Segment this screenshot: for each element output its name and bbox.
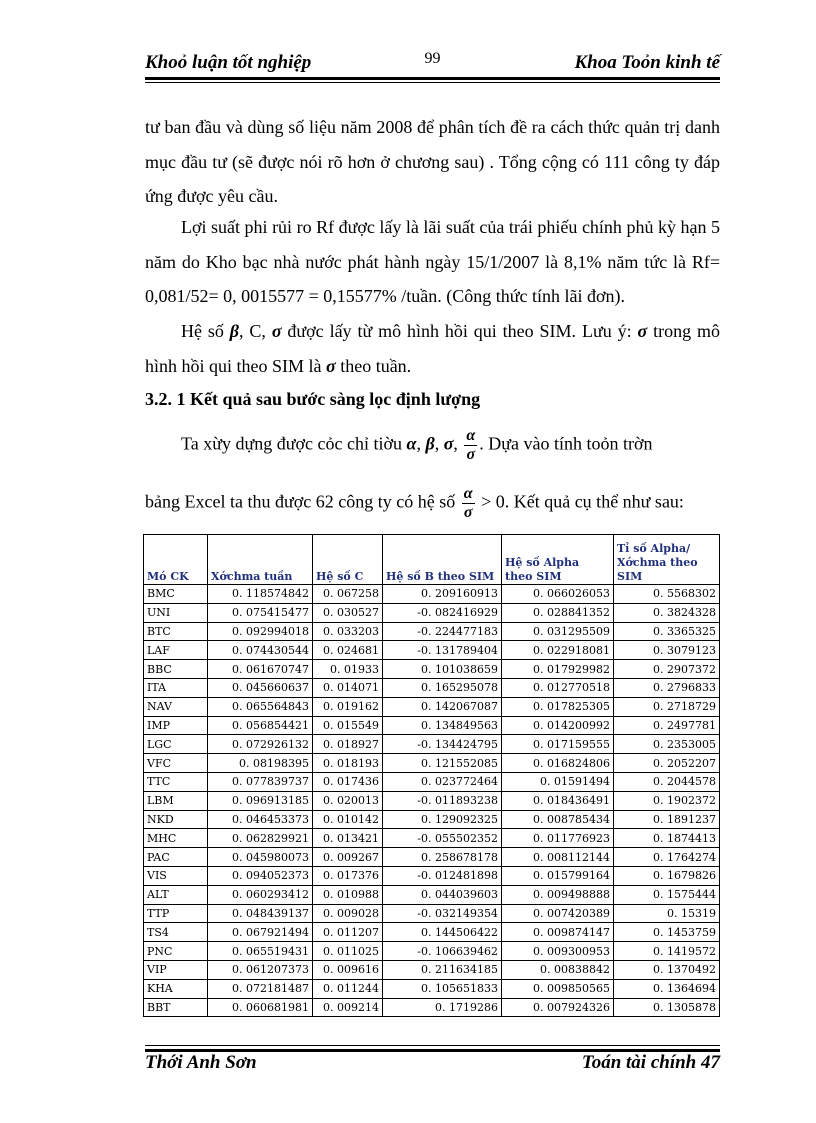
table-cell-value: 0. 1370492 — [614, 960, 720, 979]
footer-author: Thới Anh Sơn — [145, 1052, 257, 1073]
header-rule-thick — [145, 77, 720, 80]
table-cell-value: -0. 011893238 — [383, 791, 502, 810]
result-line — [145, 485, 720, 522]
table-cell-value: 0. 009028 — [313, 904, 383, 923]
table-cell-value: 0. 009850565 — [502, 979, 614, 998]
header-faculty: Khoa Toỏn kinh tế — [574, 52, 720, 73]
alpha-over-sigma-fraction — [464, 427, 477, 464]
table-cell-value: 0. 061207373 — [208, 960, 313, 979]
table-cell-value: -0. 012481898 — [383, 866, 502, 885]
table-cell-value: 0. 065564843 — [208, 697, 313, 716]
fraction-denominator: σ — [466, 446, 476, 463]
table-cell-value: 0. 3365325 — [614, 622, 720, 641]
table-cell-value: -0. 032149354 — [383, 904, 502, 923]
table-cell-value: 0. 022918081 — [502, 641, 614, 660]
p3-text-e: theo tuần. — [335, 355, 412, 376]
table-row — [144, 942, 720, 961]
table-cell-value: 0. 017436 — [313, 772, 383, 791]
table-cell-value: 0. 020013 — [313, 791, 383, 810]
table-cell-value: 0. 066026053 — [502, 585, 614, 604]
table-cell-value: 0. 023772464 — [383, 772, 502, 791]
table-row — [144, 697, 720, 716]
table-cell-value: -0. 224477183 — [383, 622, 502, 641]
table-cell-code: LGC — [144, 735, 208, 754]
header-rule-thin — [145, 82, 720, 83]
table-cell-value: 0. 011207 — [313, 923, 383, 942]
comma: , — [434, 433, 440, 454]
table-cell-value: 0. 056854421 — [208, 716, 313, 735]
table-cell-value: 0. 096913185 — [208, 791, 313, 810]
sigma-symbol: σ — [637, 321, 648, 341]
sigma-symbol: σ — [443, 433, 454, 454]
fraction-denominator: σ — [463, 504, 473, 521]
table-cell-value: 0. 1891237 — [614, 810, 720, 829]
table-row — [144, 810, 720, 829]
table-cell-code: ITA — [144, 678, 208, 697]
table-row — [144, 848, 720, 867]
table-cell-value: 0. 072181487 — [208, 979, 313, 998]
p3-text-a: Hệ số — [181, 321, 230, 341]
table-cell-value: 0. 00838842 — [502, 960, 614, 979]
table-cell-value: 0. 014071 — [313, 678, 383, 697]
table-cell-value: 0. 165295078 — [383, 678, 502, 697]
table-cell-value: 0. 01591494 — [502, 772, 614, 791]
table-cell-code: KHA — [144, 979, 208, 998]
table-cell-value: 0. 2044578 — [614, 772, 720, 791]
table-cell-value: 0. 144506422 — [383, 923, 502, 942]
section-heading: 3.2. 1 Kết quả sau bước sàng lọc định lượng — [145, 389, 481, 409]
table-row — [144, 603, 720, 622]
line2-text-b: Kết quả cụ thể như sau: — [513, 491, 684, 512]
footer-rule-thin — [145, 1045, 720, 1046]
table-cell-code: LAF — [144, 641, 208, 660]
beta-symbol: β — [229, 321, 240, 341]
table-cell-value: -0. 131789404 — [383, 641, 502, 660]
comma: , — [453, 433, 458, 454]
table-cell-value: 0. 011776923 — [502, 829, 614, 848]
table-row — [144, 660, 720, 679]
table-cell-value: 0. 01933 — [313, 660, 383, 679]
table-cell-value: 0. 007420389 — [502, 904, 614, 923]
table-cell-value: 0. 1305878 — [614, 998, 720, 1017]
table-cell-value: 0. 1719286 — [383, 998, 502, 1017]
sim-results-table — [143, 534, 720, 1017]
fraction-numerator: α — [466, 427, 476, 444]
indicator-line — [145, 427, 720, 464]
table-cell-value: 0. 3079123 — [614, 641, 720, 660]
table-cell-value: 0. 067258 — [313, 585, 383, 604]
table-cell-value: 0. 1874413 — [614, 829, 720, 848]
table-cell-value: 0. 211634185 — [383, 960, 502, 979]
table-cell-value: 0. 061670747 — [208, 660, 313, 679]
table-cell-value: 0. 075415477 — [208, 603, 313, 622]
table-cell-value: 0. 018927 — [313, 735, 383, 754]
table-row — [144, 960, 720, 979]
header-stock-code: Mó CK — [144, 535, 208, 585]
table-cell-value: 0. 014200992 — [502, 716, 614, 735]
table-row — [144, 754, 720, 773]
paragraph-coefficients — [145, 314, 720, 383]
table-cell-value: 0. 017929982 — [502, 660, 614, 679]
table-cell-value: 0. 045980073 — [208, 848, 313, 867]
header-alpha-sigma-ratio: Tỉ số Alpha/ Xớchma theo SIM — [614, 535, 720, 585]
table-row — [144, 829, 720, 848]
header-beta-sim: Hệ số B theo SIM — [383, 535, 502, 585]
line1-text-a: Ta xừy dựng được cỏc chỉ tiờu — [181, 433, 407, 454]
table-cell-value: 0. 031295509 — [502, 622, 614, 641]
table-cell-value: 0. 121552085 — [383, 754, 502, 773]
table-cell-value: 0. 009498888 — [502, 885, 614, 904]
p3-text-b: , C, — [239, 321, 272, 341]
table-cell-value: 0. 258678178 — [383, 848, 502, 867]
table-cell-value: 0. 017825305 — [502, 697, 614, 716]
table-cell-code: LBM — [144, 791, 208, 810]
table-cell-value: 0. 016824806 — [502, 754, 614, 773]
table-cell-value: 0. 065519431 — [208, 942, 313, 961]
table-cell-value: 0. 018436491 — [502, 791, 614, 810]
table-cell-code: VIP — [144, 960, 208, 979]
table-cell-value: 0. 2052207 — [614, 754, 720, 773]
table-cell-value: 0. 3824328 — [614, 603, 720, 622]
table-cell-value: 0. 009616 — [313, 960, 383, 979]
table-cell-code: PAC — [144, 848, 208, 867]
line1-text-b: . Dựa vào tính toỏn trờn — [479, 433, 653, 454]
table-row — [144, 923, 720, 942]
table-cell-code: PNC — [144, 942, 208, 961]
table-cell-value: 0. 1575444 — [614, 885, 720, 904]
table-cell-value: 0. 15319 — [614, 904, 720, 923]
table-cell-value: 0. 009267 — [313, 848, 383, 867]
table-cell-value: 0. 013421 — [313, 829, 383, 848]
table-row — [144, 585, 720, 604]
table-cell-value: 0. 074430544 — [208, 641, 313, 660]
table-cell-value: 0. 077839737 — [208, 772, 313, 791]
table-cell-code: NKD — [144, 810, 208, 829]
table-cell-value: 0. 060681981 — [208, 998, 313, 1017]
p3-text-d: trong mô hình hồi qui theo SIM là — [145, 321, 720, 376]
table-cell-value: 0. 009874147 — [502, 923, 614, 942]
table-cell-value: 0. 010142 — [313, 810, 383, 829]
table-cell-code: BBC — [144, 660, 208, 679]
table-cell-value: 0. 1764274 — [614, 848, 720, 867]
table-cell-value: -0. 055502352 — [383, 829, 502, 848]
table-cell-value: 0. 019162 — [313, 697, 383, 716]
table-cell-value: 0. 030527 — [313, 603, 383, 622]
table-cell-value: 0. 007924326 — [502, 998, 614, 1017]
table-cell-value: 0. 011244 — [313, 979, 383, 998]
table-cell-value: -0. 134424795 — [383, 735, 502, 754]
table-body — [144, 585, 720, 1017]
table-cell-value: 0. 015549 — [313, 716, 383, 735]
table-cell-value: 0. 1679826 — [614, 866, 720, 885]
table-row — [144, 885, 720, 904]
table-cell-value: 0. 045660637 — [208, 678, 313, 697]
fraction-numerator: α — [463, 485, 473, 502]
table-cell-value: 0. 2796833 — [614, 678, 720, 697]
table-cell-value: 0. 2718729 — [614, 697, 720, 716]
table-cell-value: 0. 2497781 — [614, 716, 720, 735]
table-cell-code: NAV — [144, 697, 208, 716]
table-cell-value: 0. 048439137 — [208, 904, 313, 923]
table-header-row — [144, 535, 720, 585]
table-cell-value: 0. 044039603 — [383, 885, 502, 904]
table-cell-value: 0. 1419572 — [614, 942, 720, 961]
table-cell-value: 0. 018193 — [313, 754, 383, 773]
table-cell-value: 0. 092994018 — [208, 622, 313, 641]
table-cell-value: 0. 08198395 — [208, 754, 313, 773]
table-cell-code: VIS — [144, 866, 208, 885]
beta-symbol: β — [425, 433, 435, 454]
page-footer — [145, 1052, 720, 1080]
table-cell-value: 0. 017376 — [313, 866, 383, 885]
table-cell-value: -0. 106639462 — [383, 942, 502, 961]
paragraph-risk-free-rate: Lợi suất phi rủi ro Rf được lấy là lãi suất của trái phiếu chính phủ kỳ hạn 5 năm do Kho bạc nhà nước phát hành ngày 15/1/2007 là 8,1% năm tức là Rf= 0,081/52= 0, 0015577 = 0,15577% /tuần. (Công thức tính lãi đơn). — [145, 217, 720, 306]
table-cell-value: 0. 012770518 — [502, 678, 614, 697]
table-cell-code: TTC — [144, 772, 208, 791]
table-row — [144, 641, 720, 660]
table-cell-code: BBT — [144, 998, 208, 1017]
table-cell-value: 0. 008785434 — [502, 810, 614, 829]
table-row — [144, 979, 720, 998]
sigma-symbol: σ — [326, 355, 336, 376]
table-cell-value: -0. 082416929 — [383, 603, 502, 622]
alpha-over-sigma-fraction — [462, 485, 475, 522]
table-row — [144, 716, 720, 735]
table-cell-value: 0. 101038659 — [383, 660, 502, 679]
table-cell-value: 0. 015799164 — [502, 866, 614, 885]
alpha-symbol: α — [406, 433, 417, 454]
table-cell-value: 0. 024681 — [313, 641, 383, 660]
table-cell-value: 0. 118574842 — [208, 585, 313, 604]
table-row — [144, 678, 720, 697]
table-row — [144, 622, 720, 641]
table-cell-value: 0. 134849563 — [383, 716, 502, 735]
header-coefficient-c: Hệ số C — [313, 535, 383, 585]
table-cell-value: 0. 142067087 — [383, 697, 502, 716]
table-cell-value: 0. 062829921 — [208, 829, 313, 848]
p3-text-c: được lấy từ mô hình hồi qui theo SIM. Lưu ý: — [281, 321, 638, 341]
table-row — [144, 866, 720, 885]
footer-class: Toán tài chính 47 — [581, 1052, 720, 1073]
table-cell-value: 0. 028841352 — [502, 603, 614, 622]
table-cell-code: ALT — [144, 885, 208, 904]
table-cell-value: 0. 129092325 — [383, 810, 502, 829]
table-cell-value: 0. 067921494 — [208, 923, 313, 942]
paragraph-data-selection: tư ban đầu và dùng số liệu năm 2008 để phân tích đề ra cách thức quản trị danh mục đầu tư (sẽ được nói rõ hơn ở chương sau) . Tổng cộng có 111 công ty đáp ứng được yêu cầu. — [145, 117, 720, 206]
table-cell-code: TS4 — [144, 923, 208, 942]
table-cell-value: 0. 5568302 — [614, 585, 720, 604]
table-cell-value: 0. 1453759 — [614, 923, 720, 942]
table-row — [144, 998, 720, 1017]
table-row — [144, 904, 720, 923]
table-cell-value: 0. 046453373 — [208, 810, 313, 829]
table-cell-code: TTP — [144, 904, 208, 923]
header-alpha-sim: Hệ số Alpha theo SIM — [502, 535, 614, 585]
table-cell-value: 0. 1364694 — [614, 979, 720, 998]
table-cell-code: IMP — [144, 716, 208, 735]
table-cell-code: MHC — [144, 829, 208, 848]
table-cell-value: 0. 094052373 — [208, 866, 313, 885]
table-cell-value: 0. 2907372 — [614, 660, 720, 679]
header-thesis-title: Khoỏ luận tốt nghiệp — [145, 52, 312, 73]
page-header — [145, 48, 720, 78]
table-cell-value: 0. 2353005 — [614, 735, 720, 754]
table-cell-code: UNI — [144, 603, 208, 622]
line2-text-a: bảng Excel ta thu được 62 công ty có hệ số — [145, 491, 460, 512]
table-cell-value: 0. 011025 — [313, 942, 383, 961]
comma: , — [416, 433, 421, 454]
table-cell-value: 0. 1902372 — [614, 791, 720, 810]
gt-zero: > 0. — [476, 491, 510, 512]
table-cell-value: 0. 072926132 — [208, 735, 313, 754]
table-cell-value: 0. 010988 — [313, 885, 383, 904]
page-number: 99 — [424, 50, 441, 67]
table-cell-value: 0. 105651833 — [383, 979, 502, 998]
table-cell-code: VFC — [144, 754, 208, 773]
table-cell-value: 0. 017159555 — [502, 735, 614, 754]
table-cell-value: 0. 209160913 — [383, 585, 502, 604]
table-cell-code: BTC — [144, 622, 208, 641]
table-row — [144, 735, 720, 754]
table-cell-value: 0. 060293412 — [208, 885, 313, 904]
table-cell-value: 0. 033203 — [313, 622, 383, 641]
table-row — [144, 772, 720, 791]
table-cell-value: 0. 009300953 — [502, 942, 614, 961]
header-sigma-weekly: Xớchma tuần — [208, 535, 313, 585]
table-cell-value: 0. 008112144 — [502, 848, 614, 867]
sigma-symbol: σ — [271, 321, 282, 341]
table-cell-value: 0. 009214 — [313, 998, 383, 1017]
table-cell-code: BMC — [144, 585, 208, 604]
table-row — [144, 791, 720, 810]
